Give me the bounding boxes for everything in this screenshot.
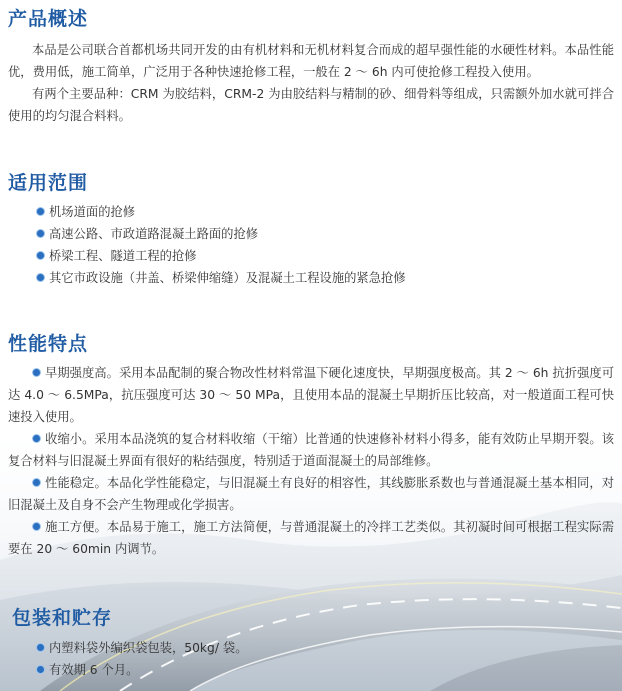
packaging-list-item: 内塑料袋外编织袋包装，50kg/ 袋。 (36, 637, 248, 659)
feature-paragraph: 性能稳定。本品化学性能稳定，与旧混凝土有良好的相容性，其线膨胀系数也与普通混凝土基本相同，对旧混凝土及自身不会产生物理或化学损害。 (8, 476, 614, 512)
overview-heading: 产品概述 (8, 8, 89, 30)
packaging-heading: 包装和贮存 (12, 607, 113, 629)
bullet-icon (32, 522, 41, 531)
overview-paragraph-2: 有两个主要品种：CRM 为胶结料，CRM-2 为由胶结料与精制的砂、细骨料等组成，只需额外加水就可拌合使用的均匀混合料料。 (8, 87, 614, 123)
bullet-icon (36, 665, 45, 674)
overview-paragraph-1: 本品是公司联合首都机场共同开发的由有机材料和无机材料复合而成的超早强性能的水硬性材料。本品性能优，费用低，施工简单，广泛用于各种快速抢修工程，一般在 2 ～ 6h 内可使抢修工程投入使用。 (8, 43, 614, 79)
scope-list-item: 机场道面的抢修 (36, 201, 135, 223)
feature-paragraph: 早期强度高。采用本品配制的聚合物改性材料常温下硬化速度快，早期强度极高。其 2 ～ 6h 抗折强度可达 4.0 ～ 6.5MPa，抗压强度可达 30 ～ 50 MPa，且使用本品的混凝土早期折压比较高，对一般道面工程可快速投入使用。 (8, 366, 614, 424)
bullet-icon (32, 368, 41, 377)
packaging-list-item: 有效期 6 个月。 (36, 659, 138, 681)
scope-list-item: 高速公路、市政道路混凝土路面的抢修 (36, 223, 258, 245)
scope-list-item: 其它市政设施（井盖、桥梁伸缩缝）及混凝土工程设施的紧急抢修 (36, 267, 406, 289)
bullet-icon (36, 251, 45, 260)
bullet-icon (36, 229, 45, 238)
bullet-icon (32, 478, 41, 487)
scope-heading: 适用范围 (8, 172, 89, 194)
features-heading: 性能特点 (8, 333, 89, 355)
bullet-icon (36, 273, 45, 282)
bullet-icon (32, 434, 41, 443)
scope-list-item: 桥梁工程、隧道工程的抢修 (36, 245, 197, 267)
feature-paragraph: 施工方便。本品易于施工，施工方法简便，与普通混凝土的冷拌工艺类似。其初凝时间可根据工程实际需要在 20 ～ 60min 内调节。 (8, 520, 614, 556)
bullet-icon (36, 643, 45, 652)
feature-paragraph: 收缩小。采用本品浇筑的复合材料收缩（干缩）比普通的快速修补材料小得多，能有效防止早期开裂。该复合材料与旧混凝土界面有很好的粘结强度，特别适于道面混凝土的局部维修。 (8, 432, 614, 468)
bullet-icon (36, 207, 45, 216)
